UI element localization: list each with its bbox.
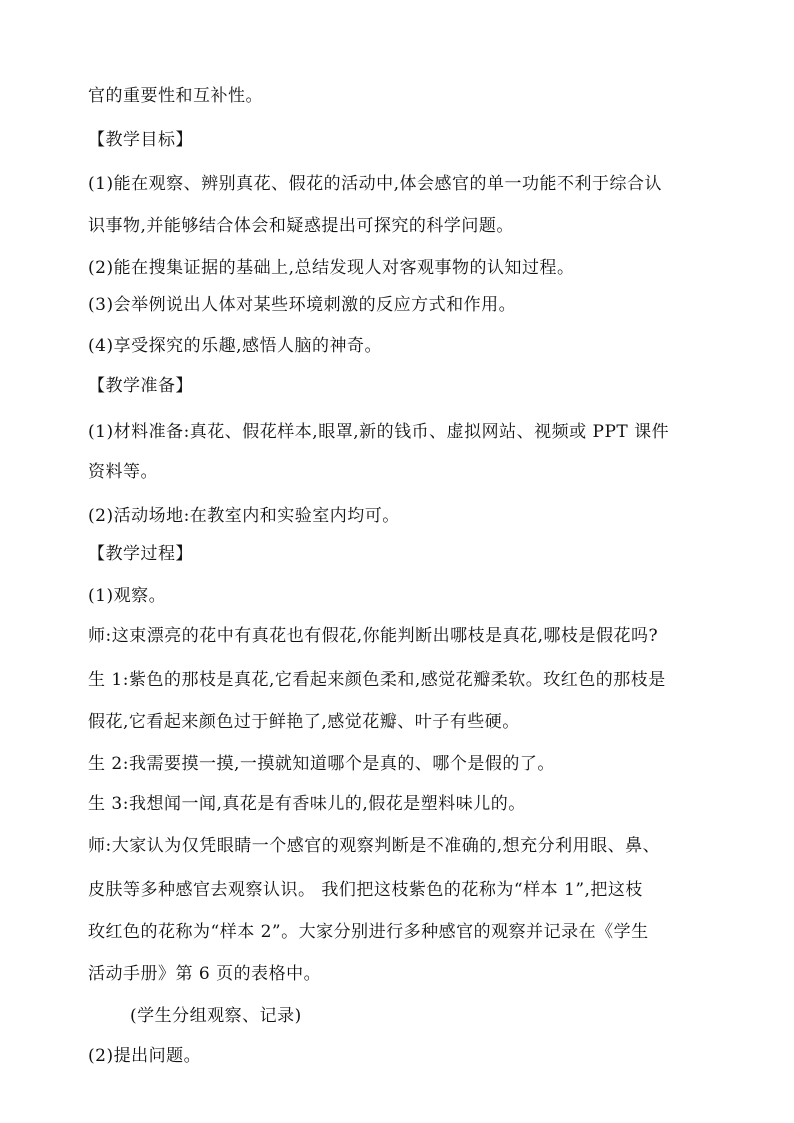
- text-line: (2)提出问题。: [88, 1046, 202, 1066]
- text-line: (2)活动场地:在教室内和实验室内均可。: [88, 506, 400, 526]
- section-heading: 【教学准备】: [88, 376, 193, 396]
- text-line: 资料等。: [88, 462, 158, 482]
- text-line: (1)材料准备:真花、假花样本,眼罩,新的钱币、虚拟网站、视频或 PPT 课件: [88, 422, 670, 442]
- text-line: 生 2:我需要摸一摸,一摸就知道哪个是真的、哪个是假的了。: [88, 754, 555, 774]
- text-line: 师:这束漂亮的花中有真花也有假花,你能判断出哪枝是真花,哪枝是假花吗?: [88, 626, 659, 646]
- text-line: 师:大家认为仅凭眼睛一个感官的观察判断是不准确的,想充分利用眼、鼻、: [88, 836, 661, 856]
- text-line: 皮肤等多种感官去观察认识。 我们把这枝紫色的花称为“样本 1”,把这枝: [88, 880, 643, 900]
- section-heading: 【教学目标】: [88, 130, 193, 150]
- text-line: (2)能在搜集证据的基础上,总结发现人对客观事物的认知过程。: [88, 258, 575, 278]
- text-line: 生 3:我想闻一闻,真花是有香味儿的,假花是塑料味儿的。: [88, 794, 526, 814]
- text-line: 识事物,并能够结合体会和疑惑提出可探究的科学问题。: [88, 216, 514, 236]
- text-line: (1)观察。: [88, 586, 167, 606]
- text-line: 官的重要性和互补性。: [88, 86, 263, 106]
- text-line: (学生分组观察、记录): [130, 1006, 302, 1026]
- text-line: 活动手册》第 6 页的表格中。: [88, 964, 322, 984]
- section-heading: 【教学过程】: [88, 544, 193, 564]
- text-line: (3)会举例说出人体对某些环境刺激的反应方式和作用。: [88, 295, 517, 315]
- text-line: (4)享受探究的乐趣,感悟人脑的神奇。: [88, 336, 382, 356]
- text-line: 假花,它看起来颜色过于鲜艳了,感觉花瓣、叶子有些硬。: [88, 712, 520, 732]
- text-line: 生 1:紫色的那枝是真花,它看起来颜色柔和,感觉花瓣柔软。玫红色的那枝是: [88, 670, 666, 690]
- text-line: (1)能在观察、辨别真花、假花的活动中,体会感官的单一功能不利于综合认: [88, 174, 662, 194]
- text-line: 玫红色的花称为“样本 2”。大家分别进行多种感官的观察并记录在《学生: [88, 922, 649, 942]
